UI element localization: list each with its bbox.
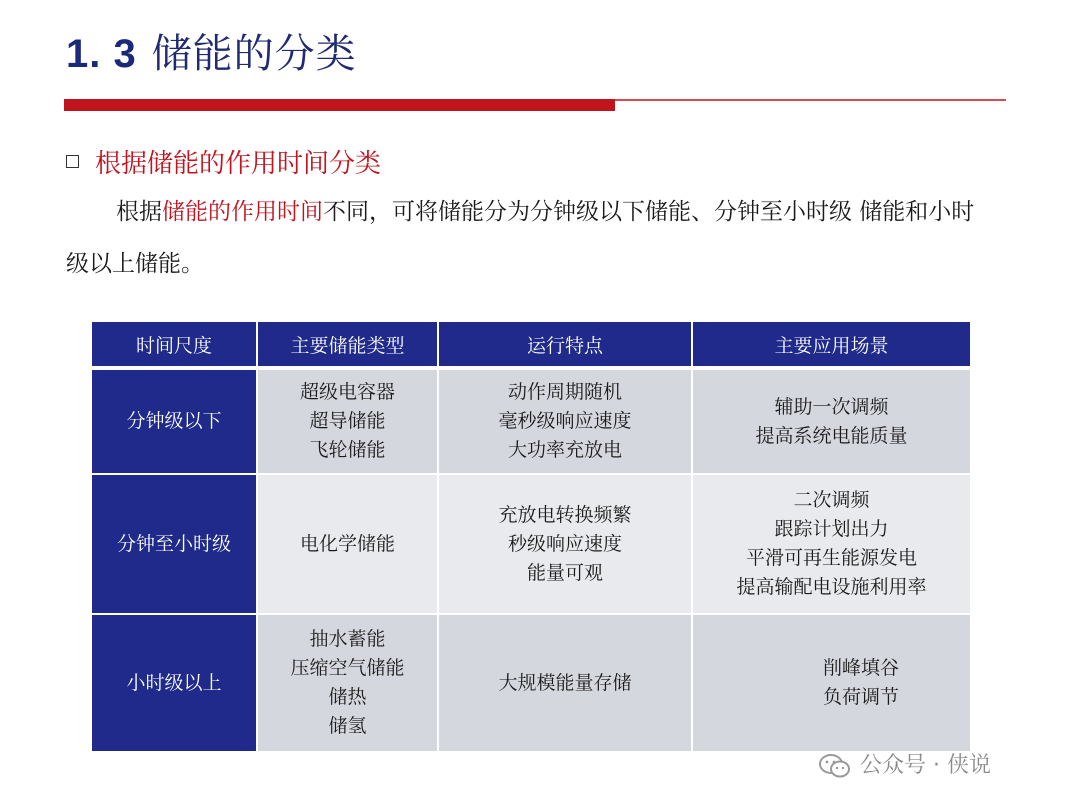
types-cell: [257, 368, 438, 474]
cell-line: 能量可观: [526, 561, 603, 584]
features-cell: [438, 614, 692, 752]
wechat-icon: [818, 753, 852, 779]
cell-line: 大规模能量存储: [498, 671, 632, 694]
cell-line: 储热: [328, 686, 367, 708]
table-row: [92, 368, 970, 474]
cell-line: 超级电容器: [299, 381, 395, 403]
scale-cell: 分钟级以下: [92, 368, 257, 474]
cell-line: 削峰填谷: [822, 657, 899, 679]
title-number: 1. 3: [66, 32, 137, 76]
table-row: [92, 614, 970, 752]
scale-cell: 分钟至小时级: [92, 474, 257, 614]
cell-line: 电化学储能: [299, 532, 395, 555]
bullet-square-icon: [66, 155, 79, 168]
page-title: [66, 22, 357, 79]
cell-line: 动作周期随机: [507, 381, 622, 403]
cell-line: 充放电转换频繁: [498, 503, 632, 526]
cell-line: 超导储能: [309, 410, 386, 432]
cell-line: 提高系统电能质量: [755, 424, 908, 447]
section-heading-text: 根据储能的作用时间分类: [95, 149, 382, 179]
applications-cell: [692, 614, 970, 752]
cell-line: 大功率充放电: [507, 439, 622, 461]
paragraph-highlight: 储能的作用时间: [162, 199, 323, 225]
cell-line: 辅助一次调频: [774, 395, 889, 418]
features-cell: [438, 474, 692, 614]
paragraph-after: 不同，可将储能分为分钟级以下储能、分钟至小时级 储能和小时级以上储能。: [66, 199, 975, 277]
paragraph-before: 根据: [116, 199, 162, 225]
cell-line: 飞轮储能: [309, 439, 386, 461]
cell-line: 提高输配电设施利用率: [736, 576, 927, 598]
cell-line: 平滑可再生能源发电: [745, 547, 917, 569]
features-cell: [438, 368, 692, 474]
title-underline-thick: [64, 99, 615, 111]
cell-line: 二次调频: [793, 489, 870, 511]
watermark-text: 公众号 · 侠说: [860, 753, 991, 778]
title-text: 储能的分类: [151, 31, 357, 77]
table-header-cell: 运行特点: [438, 322, 692, 368]
table-row: [92, 474, 970, 614]
cell-line: 压缩空气储能: [290, 657, 405, 679]
applications-cell: [692, 474, 970, 614]
watermark: [818, 748, 991, 779]
table-header-row: [92, 322, 970, 368]
title-underline-thin: [615, 99, 1006, 101]
table-header-cell: 时间尺度: [92, 322, 257, 368]
cell-line: 毫秒级响应速度: [498, 410, 632, 432]
cell-line: 抽水蓄能: [309, 628, 386, 650]
cell-line: 负荷调节: [822, 686, 899, 708]
scale-cell: 小时级以上: [92, 614, 257, 752]
table-header-cell: 主要储能类型: [257, 322, 438, 368]
types-cell: [257, 474, 438, 614]
table-header-cell: 主要应用场景: [692, 322, 970, 368]
section-heading: [66, 143, 381, 180]
intro-paragraph: [66, 186, 986, 290]
applications-cell: [692, 368, 970, 474]
classification-table: [92, 322, 970, 753]
cell-line: 跟踪计划出力: [774, 518, 889, 540]
types-cell: [257, 614, 438, 752]
cell-line: 储氢: [328, 715, 367, 737]
cell-line: 秒级响应速度: [507, 532, 622, 555]
